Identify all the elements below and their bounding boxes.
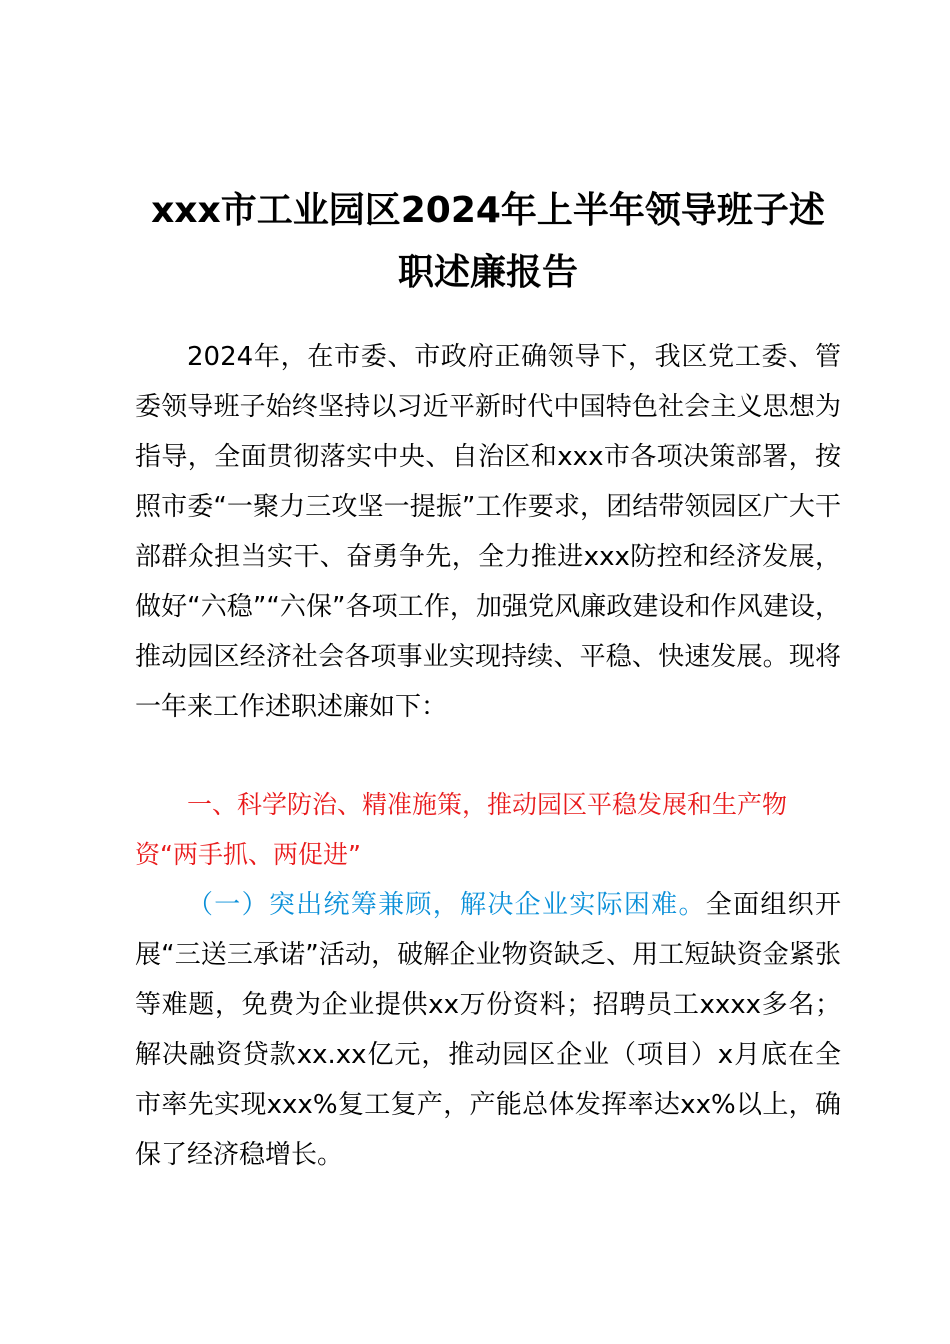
subsection-text: 全面组织开展“三送三承诺”活动，破解企业物资缺乏、用工短缺资金紧张等难题，免费为企业提供xx万份资料；招聘员工xxxx多名；解决融资贷款xx.xx亿元，推动园区企业（项目）x月底在全市率先实现xxx%复工复产，产能总体发挥率达xx%以上，确保了经济稳增长。 [135,890,841,1170]
section-heading: 一、科学防治、精准施策，推动园区平稳发展和生产物资“两手抓、两促进” [135,790,788,869]
subsection-heading: （一）突出统筹兼顾，解决企业实际困难。 [187,890,706,920]
subsection-paragraph [135,880,841,1180]
intro-paragraph: 2024年，在市委、市政府正确领导下，我区党工委、管委领导班子始终坚持以习近平新时代中国特色社会主义思想为指导，全面贯彻落实中央、自治区和xxx市各项决策部署，按照市委“一聚力三攻坚一提振”工作要求，团结带领园区广大干部群众担当实干、奋勇争先，全力推进xxx防控和经济发展，做好“六稳”“六保”各项工作，加强党风廉政建设和作风建设，推动园区经济社会各项事业实现持续、平稳、快速发展。现将一年来工作述职述廉如下： [135,342,841,722]
document-title: xxx市工业园区2024年上半年领导班子述职述廉报告 [151,190,825,293]
